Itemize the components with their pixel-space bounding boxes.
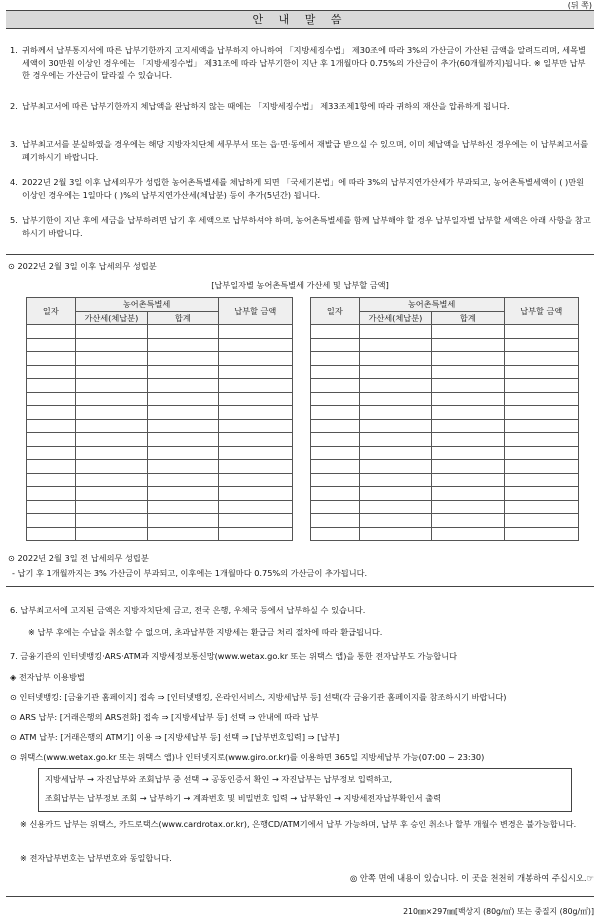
table-cell <box>311 487 360 501</box>
table-cell <box>504 338 578 352</box>
table-cell <box>148 527 218 541</box>
e-pay-wetax: ⊙ 위택스(www.wetax.go.kr 또는 위택스 앱)나 인터넷지로(www.giro.or.kr)를 이용하면 365일 지방세납부 가능(07:00 ~ 23:30) <box>10 752 485 762</box>
table-row <box>311 379 579 393</box>
table-cell <box>311 392 360 406</box>
table-cell <box>311 460 360 474</box>
notice-text: 납부최고서를 분실하였을 경우에는 해당 지방자치단체 세무부서 또는 읍·면·동에서 재발급 받으실 수 있으며, 이미 체납액을 납부하신 경우에는 이 납부최고서를 폐기하시기 바랍니다. <box>22 139 589 162</box>
table-cell <box>359 406 431 420</box>
table-cell <box>432 473 504 487</box>
table-cell <box>75 500 147 514</box>
e-pay-heading: ◈ 전자납부 이용방법 <box>10 672 85 682</box>
table-cell <box>311 325 360 339</box>
table-cell <box>148 460 218 474</box>
col-date-header: 일자 <box>311 298 360 325</box>
table-cell <box>218 446 292 460</box>
table-cell <box>359 379 431 393</box>
notice-1 <box>10 44 592 82</box>
table-cell <box>27 406 76 420</box>
table-cell <box>75 446 147 460</box>
table-cell <box>75 406 147 420</box>
back-side-label: (뒤 쪽) <box>567 1 592 10</box>
table-caption: [납부일자별 농어촌특별세 가산세 및 납부할 금액] <box>211 280 389 290</box>
table-cell <box>218 514 292 528</box>
table-cell <box>311 352 360 366</box>
table-cell <box>504 419 578 433</box>
table-cell <box>27 352 76 366</box>
table-cell <box>75 325 147 339</box>
table-cell <box>311 419 360 433</box>
table-cell <box>75 352 147 366</box>
table-cell <box>27 392 76 406</box>
table-row <box>27 352 293 366</box>
e-pay-atm: ⊙ ATM 납부: [거래은행의 ATM기] 이용 ⇒ [지방세납부 등] 선택 ⇒ [납부번호입력] ⇒ [납부] <box>10 732 340 742</box>
table-cell <box>504 379 578 393</box>
table-cell <box>148 365 218 379</box>
table-cell <box>504 487 578 501</box>
table-row <box>311 419 579 433</box>
table-cell <box>27 433 76 447</box>
notice-text: 귀하께서 납부통지서에 따른 납부기한까지 고지세액을 납부하지 아니하여 「지방세징수법」 제30조에 따라 3%의 가산금이 가산된 금액을 알려드리며, 세목별 세액이 30만원 이상인 경우에는 「지방세징수법」 제31조에 따라 납부기한이 지난 후 1개월마다 0.75%의 가산금이 추가(60개월까지)됩니다. ※ 일부만 납부한 경우에는 가산금이 달라질 수 있습니다. <box>22 45 586 81</box>
table-cell <box>218 392 292 406</box>
table-cell <box>359 460 431 474</box>
table-row <box>311 325 579 339</box>
table-cell <box>148 500 218 514</box>
table-row <box>311 338 579 352</box>
table-row <box>311 473 579 487</box>
table-cell <box>218 325 292 339</box>
table-cell <box>432 487 504 501</box>
table-cell <box>27 338 76 352</box>
table-row <box>27 406 293 420</box>
table-row <box>311 527 579 541</box>
table-cell <box>311 514 360 528</box>
table-cell <box>504 446 578 460</box>
table-cell <box>432 446 504 460</box>
notice-6-subnote: ※ 납부 후에는 수납을 취소할 수 없으며, 초과납부한 지방세는 환급금 처리 절차에 따라 환급됩니다. <box>28 627 383 637</box>
table-cell <box>218 460 292 474</box>
section-before-note: - 납기 후 1개월까지는 3% 가산금이 부과되고, 이후에는 1개월마다 0.75%의 가산금이 추가됩니다. <box>12 568 368 578</box>
notice-text: 납부최고서에 따른 납부기한까지 체납액을 완납하지 않는 때에는 「지방세징수법」 제33조제1항에 따라 귀하의 재산을 압류하게 됩니다. <box>22 101 510 112</box>
table-cell <box>148 379 218 393</box>
col-total-header: 합계 <box>432 311 504 325</box>
table-cell <box>75 419 147 433</box>
table-cell <box>432 352 504 366</box>
table-row <box>311 500 579 514</box>
table-cell <box>148 352 218 366</box>
notice-text: 2022년 2월 3일 이후 납세의무가 성립한 농어촌특별세를 체납하게 되면 「국세기본법」에 따라 3%의 납부지연가산세가 부과되고, 농어촌특별세액이 ( )만원 이상인 경우에는 1일마다 ( )%의 납부지연가산세(체납분) 등이 추가(5년간) 됩니다. <box>22 177 585 200</box>
table-cell <box>359 352 431 366</box>
notice-2 <box>10 100 592 113</box>
col-total-header: 합계 <box>148 311 218 325</box>
table-row <box>27 433 293 447</box>
table-cell <box>148 338 218 352</box>
table-cell <box>148 325 218 339</box>
notice-number: 1. <box>10 45 18 55</box>
notice-4 <box>10 176 592 201</box>
table-cell <box>218 338 292 352</box>
col-penalty-header: 가산세(체납분) <box>75 311 147 325</box>
table-cell <box>27 500 76 514</box>
notice-number: 4. <box>10 177 18 187</box>
table-row <box>311 514 579 528</box>
table-cell <box>311 433 360 447</box>
table-cell <box>504 325 578 339</box>
table-cell <box>359 392 431 406</box>
table-cell <box>148 446 218 460</box>
e-pay-flow-box <box>38 768 572 812</box>
table-row <box>27 446 293 460</box>
table-cell <box>311 365 360 379</box>
table-row <box>311 433 579 447</box>
table-cell <box>27 514 76 528</box>
table-row <box>311 392 579 406</box>
table-cell <box>504 433 578 447</box>
table-cell <box>359 325 431 339</box>
e-pay-ars: ⊙ ARS 납부: [거래은행의 ARS전화] 접속 ⇒ [지방세납부 등] 선택 ⇒ 안내에 따라 납부 <box>10 712 319 722</box>
e-pay-internet-banking: ⊙ 인터넷뱅킹: [금융기관 홈페이지] 접속 ⇒ [인터넷뱅킹, 온라인서비스, 지방세납부 등] 선택(각 금융기관 홈페이지를 참조하시기 바랍니다) <box>10 692 507 702</box>
table-cell <box>432 460 504 474</box>
table-cell <box>75 460 147 474</box>
table-cell <box>504 514 578 528</box>
table-row <box>311 487 579 501</box>
table-cell <box>148 473 218 487</box>
table-cell <box>359 487 431 501</box>
table-cell <box>75 379 147 393</box>
table-cell <box>27 446 76 460</box>
col-date-header: 일자 <box>27 298 76 325</box>
table-row <box>27 473 293 487</box>
table-cell <box>359 419 431 433</box>
table-cell <box>75 338 147 352</box>
table-cell <box>504 460 578 474</box>
table-cell <box>27 419 76 433</box>
col-group-header: 농어촌특별세 <box>359 298 504 312</box>
table-cell <box>359 365 431 379</box>
table-cell <box>27 325 76 339</box>
penalty-table-left <box>26 297 293 541</box>
table-cell <box>27 487 76 501</box>
table-cell <box>432 325 504 339</box>
page-title: 안 내 말 씀 <box>6 10 594 29</box>
table-row <box>27 392 293 406</box>
notice-text: 납부기한이 지난 후에 세금을 납부하려면 납기 후 세액으로 납부하셔야 하며, 농어촌특별세를 함께 납부해야 할 경우 납부일자별 납부할 세액은 아래 사항을 참고하시기 바랍니다. <box>22 215 591 238</box>
table-row <box>27 500 293 514</box>
table-cell <box>432 392 504 406</box>
table-cell <box>148 392 218 406</box>
footer-divider <box>6 896 594 897</box>
table-cell <box>504 527 578 541</box>
table-cell <box>218 527 292 541</box>
notice-number: 5. <box>10 215 18 225</box>
table-cell <box>432 379 504 393</box>
col-amount-header: 납부할 금액 <box>218 298 292 325</box>
table-cell <box>148 406 218 420</box>
notice-3 <box>10 138 592 163</box>
notice-number: 2. <box>10 101 18 111</box>
section-divider <box>6 254 594 255</box>
table-row <box>311 406 579 420</box>
notice-number: 3. <box>10 139 18 149</box>
paper-spec-footer: 210㎜×297㎜[백상지 (80g/㎡) 또는 중질지 (80g/㎡)] <box>403 907 594 916</box>
flow-line-1: 지방세납부 → 자진납부와 조회납부 중 선택 → 공동인증서 확인 → 자진납부는 납부정보 입력하고, <box>45 774 393 784</box>
table-row <box>311 446 579 460</box>
table-cell <box>218 500 292 514</box>
table-row <box>27 419 293 433</box>
table-cell <box>432 406 504 420</box>
table-cell <box>75 392 147 406</box>
table-row <box>311 460 579 474</box>
table-cell <box>359 473 431 487</box>
table-row <box>27 338 293 352</box>
table-cell <box>218 379 292 393</box>
table-cell <box>311 379 360 393</box>
table-cell <box>148 514 218 528</box>
table-cell <box>148 487 218 501</box>
table-cell <box>218 352 292 366</box>
table-cell <box>504 406 578 420</box>
table-cell <box>432 527 504 541</box>
penalty-table-right <box>310 297 579 541</box>
table-cell <box>75 487 147 501</box>
col-amount-header: 납부할 금액 <box>504 298 578 325</box>
table-cell <box>27 379 76 393</box>
col-penalty-header: 가산세(체납분) <box>359 311 431 325</box>
table-cell <box>432 338 504 352</box>
table-cell <box>218 433 292 447</box>
table-cell <box>218 419 292 433</box>
table-row <box>27 527 293 541</box>
table-cell <box>27 473 76 487</box>
flow-line-2: 조회납부는 납부정보 조회 → 납부하기 → 계좌번호 및 비밀번호 입력 → 납부확인 → 지방세전자납부확인서 출력 <box>45 793 442 803</box>
table-cell <box>75 514 147 528</box>
table-cell <box>218 473 292 487</box>
table-cell <box>75 473 147 487</box>
table-cell <box>311 500 360 514</box>
table-row <box>27 379 293 393</box>
table-cell <box>311 338 360 352</box>
table-cell <box>432 419 504 433</box>
table-cell <box>504 500 578 514</box>
notice-7: 7. 금융기관의 인터넷뱅킹·ARS·ATM과 지방세정보통신망(www.wetax.go.kr 또는 위택스 앱)을 통한 전자납부도 가능합니다 <box>10 651 458 661</box>
section-after-heading: ⊙ 2022년 2월 3일 이후 납세의무 성립분 <box>8 261 157 271</box>
table-cell <box>359 514 431 528</box>
table-row <box>27 460 293 474</box>
table-cell <box>504 352 578 366</box>
table-cell <box>504 473 578 487</box>
table-row <box>27 365 293 379</box>
table-cell <box>27 460 76 474</box>
notice-5 <box>10 214 592 239</box>
table-row <box>27 514 293 528</box>
table-cell <box>218 487 292 501</box>
table-cell <box>432 365 504 379</box>
table-row <box>311 352 579 366</box>
open-instruction: ◎ 안쪽 면에 내용이 있습니다. 이 곳을 천천히 개봉하여 주십시오.☞ <box>349 873 594 883</box>
table-cell <box>27 365 76 379</box>
section-divider <box>6 586 594 587</box>
table-row <box>311 365 579 379</box>
col-group-header: 농어촌특별세 <box>75 298 218 312</box>
e-pay-number-note: ※ 전자납부번호는 납부번호와 동일합니다. <box>20 853 172 863</box>
table-cell <box>432 500 504 514</box>
table-cell <box>432 433 504 447</box>
table-cell <box>75 433 147 447</box>
table-cell <box>359 338 431 352</box>
table-cell <box>218 365 292 379</box>
table-cell <box>359 500 431 514</box>
table-cell <box>359 527 431 541</box>
table-cell <box>311 446 360 460</box>
table-cell <box>504 392 578 406</box>
table-cell <box>148 433 218 447</box>
table-cell <box>359 433 431 447</box>
table-cell <box>359 446 431 460</box>
table-cell <box>27 527 76 541</box>
table-row <box>27 325 293 339</box>
table-cell <box>311 473 360 487</box>
table-cell <box>504 365 578 379</box>
table-cell <box>218 406 292 420</box>
table-cell <box>311 406 360 420</box>
table-cell <box>75 527 147 541</box>
section-before-heading: ⊙ 2022년 2월 3일 전 납세의무 성립분 <box>8 553 149 563</box>
table-row <box>27 487 293 501</box>
table-cell <box>75 365 147 379</box>
table-cell <box>148 419 218 433</box>
card-payment-note: ※ 신용카드 납부는 위택스, 카드로택스(www.cardrotax.or.kr), 은행CD/ATM기에서 납부 가능하며, 납부 후 승인 취소나 할부 개월수 변경은 불가능합니다. <box>20 819 577 829</box>
notice-6: 6. 납부최고서에 고지된 금액은 지방자치단체 금고, 전국 은행, 우체국 등에서 납부하실 수 있습니다. <box>10 605 366 615</box>
table-cell <box>311 527 360 541</box>
table-cell <box>432 514 504 528</box>
